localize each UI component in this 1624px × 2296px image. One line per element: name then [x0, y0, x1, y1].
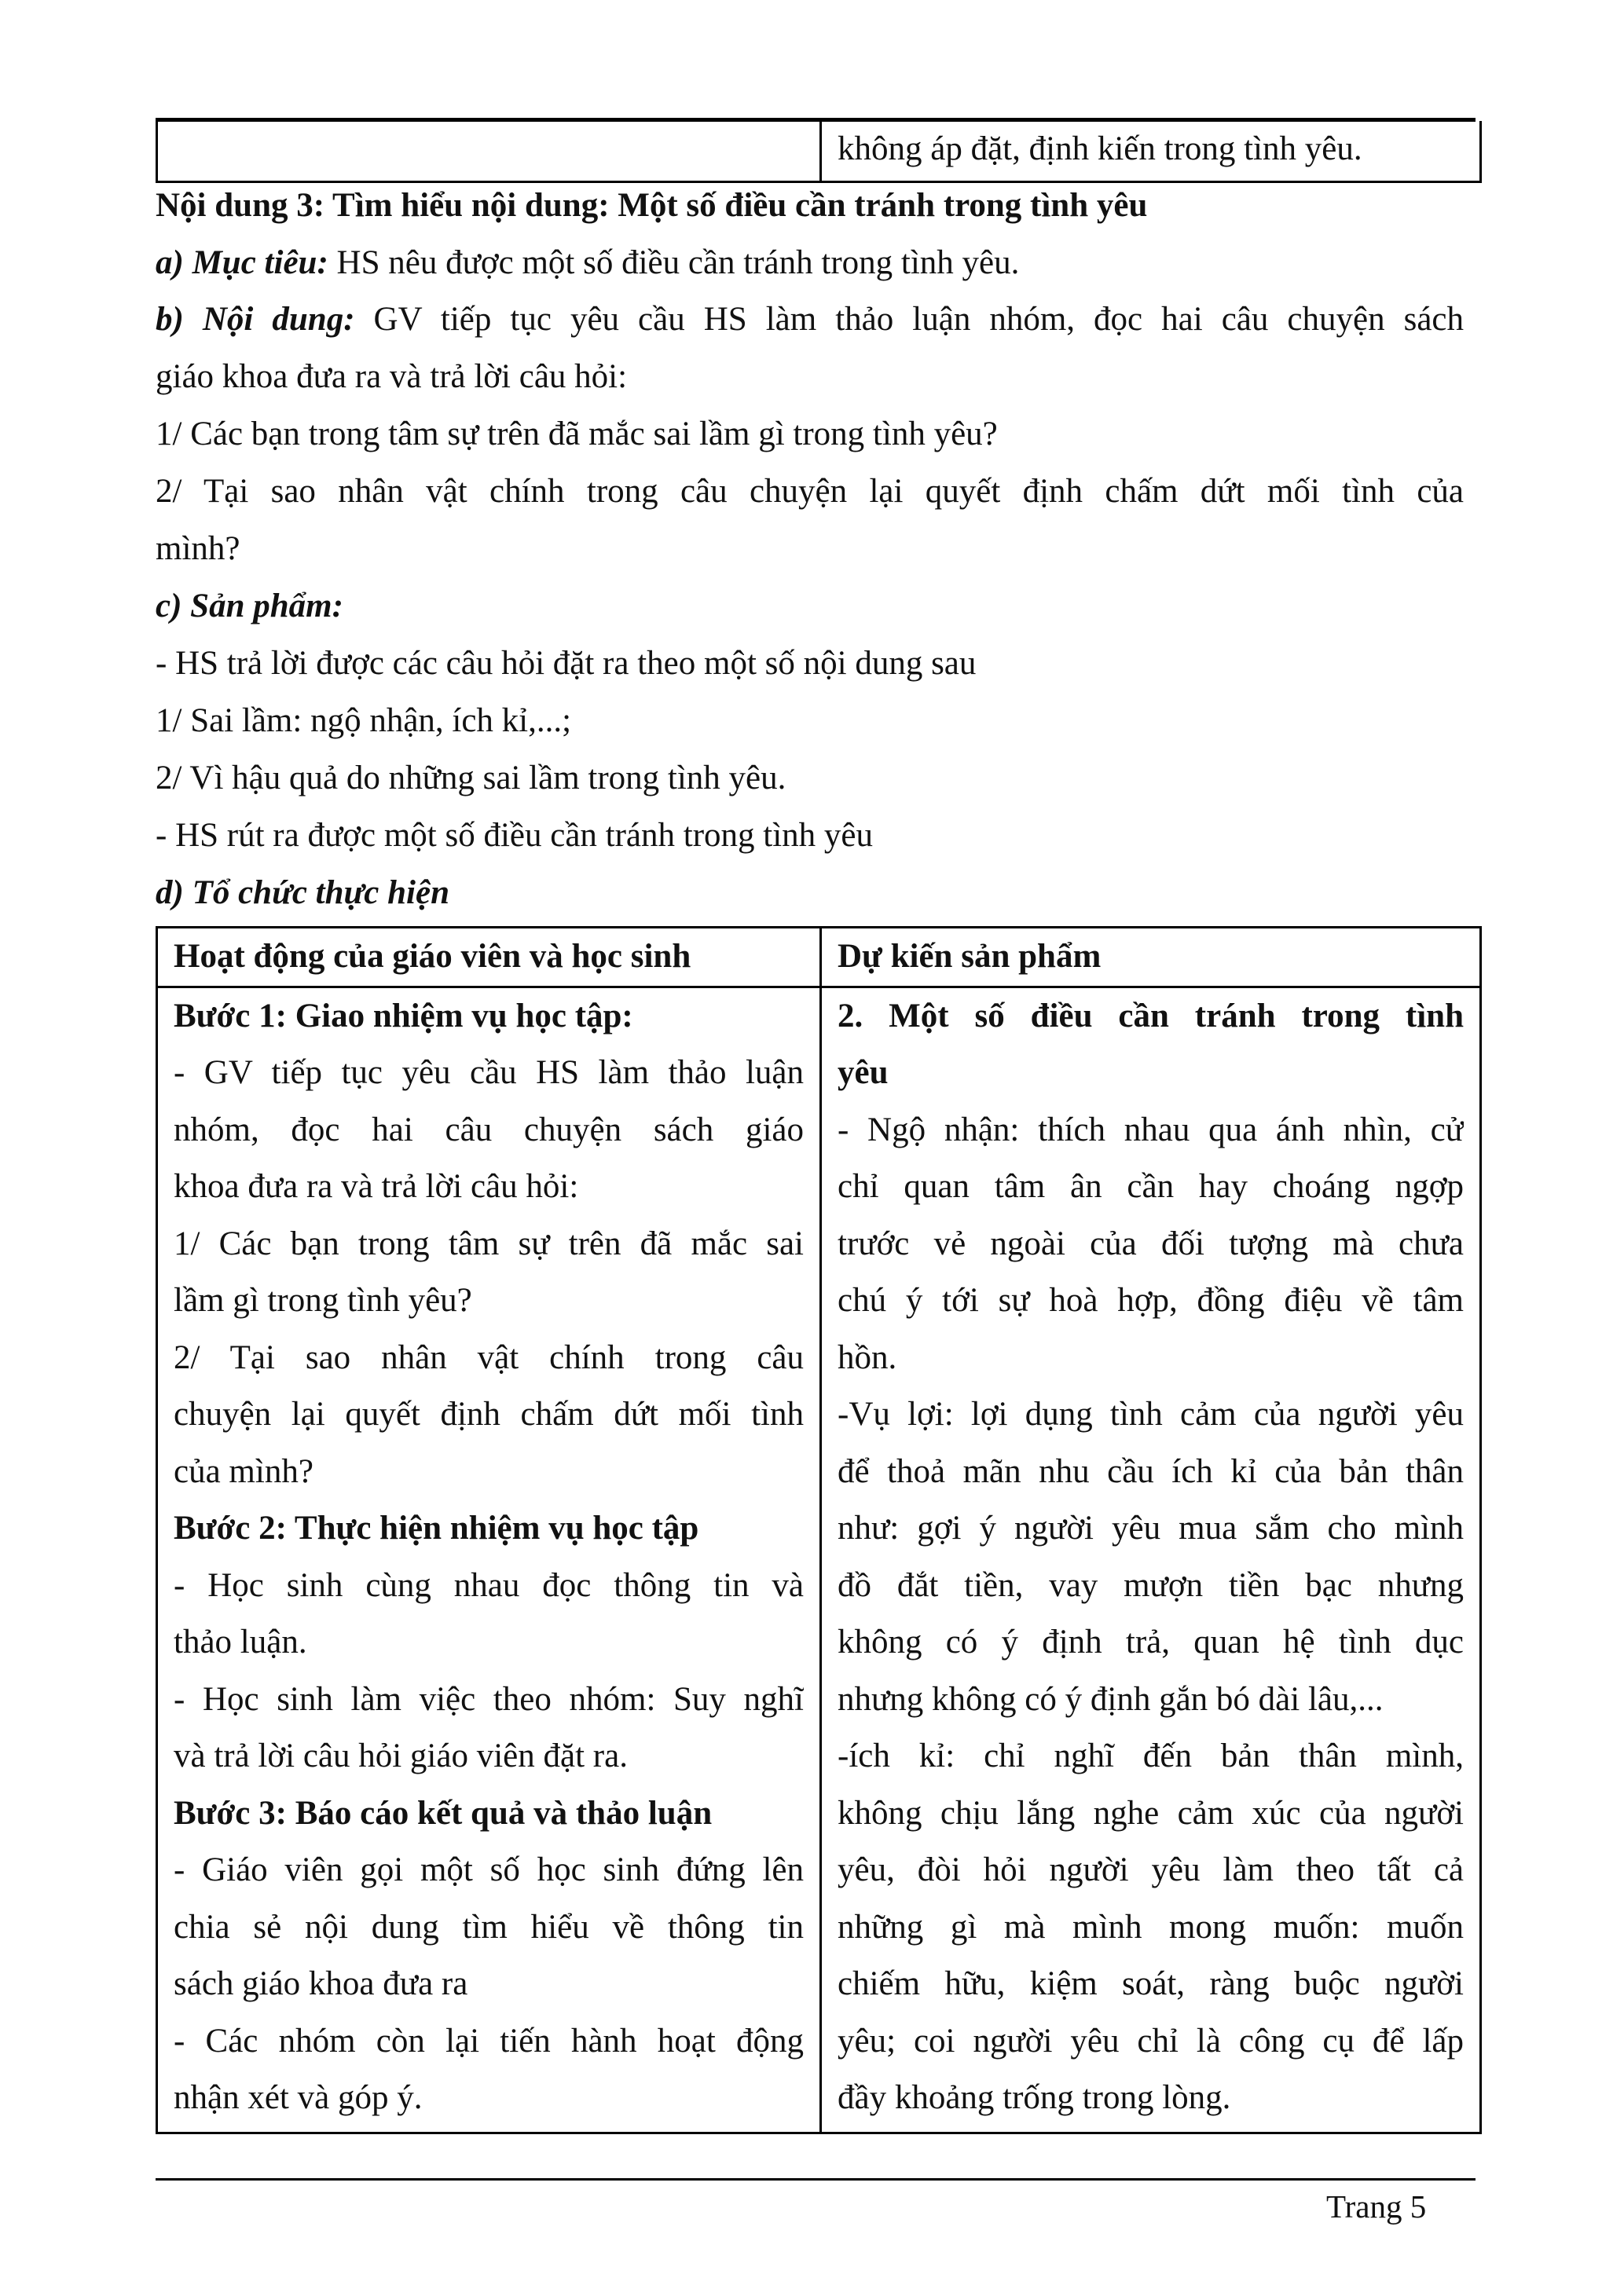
activity-line: chuyện lại quyết định chấm dứt mối tình — [174, 1396, 804, 1433]
question-2-line2: mình? — [156, 530, 240, 567]
product-line: 2/ Vì hậu quả do những sai lầm trong tình yêu. — [156, 760, 786, 796]
product-line: đầy khoảng trống trong lòng. — [838, 2079, 1231, 2116]
product-line: - HS rút ra được một số điều cần tránh trong tình yêu — [156, 817, 874, 854]
product-line: 2. Một số điều cần tránh trong tình — [838, 997, 1464, 1034]
content-text-line1: GV tiếp tục yêu cầu HS làm thảo luận nhóm, đọc hai câu chuyện sách — [354, 301, 1465, 338]
objective-paragraph — [156, 244, 1019, 282]
product-line: - Ngộ nhận: thích nhau qua ánh nhìn, cử — [838, 1111, 1464, 1148]
activity-line: - Các nhóm còn lại tiến hành hoạt động — [174, 2022, 804, 2060]
product-line: để thoả mãn nhu cầu ích kỉ của bản thân — [838, 1452, 1464, 1490]
product-line: không chịu lắng nghe cảm xúc của người — [838, 1794, 1464, 1832]
product-line: đồ đắt tiền, vay mượn tiền bạc nhưng — [838, 1566, 1464, 1604]
product-line: -ích kỉ: chỉ nghĩ đến bản thân mình, — [838, 1738, 1464, 1774]
activity-line: Bước 2: Thực hiện nhiệm vụ học tập — [174, 1510, 699, 1547]
activity-line: nhận xét và góp ý. — [174, 2079, 423, 2116]
activity-line: - GV tiếp tục yêu cầu HS làm thảo luận — [174, 1054, 804, 1091]
activity-table — [156, 926, 1482, 2134]
activity-line: chia sẻ nội dung tìm hiểu về thông tin — [174, 1908, 804, 1946]
product-line: không có ý định trả, quan hệ tình dục — [838, 1624, 1464, 1661]
top-right-text: không áp đặt, định kiến trong tình yêu. — [838, 130, 1362, 167]
product-line: yêu — [838, 1054, 889, 1091]
table-header-row — [157, 928, 1481, 987]
product-label: c) Sản phẩm: — [156, 588, 343, 624]
product-cell — [821, 987, 1481, 2133]
section-heading: Nội dung 3: Tìm hiểu nội dung: Một số điều cần tránh trong tình yêu — [156, 187, 1148, 224]
activity-line: - Giáo viên gọi một số học sinh đứng lên — [174, 1851, 804, 1888]
activity-line: sách giáo khoa đưa ra — [174, 1965, 468, 2002]
header-cell-product — [821, 928, 1481, 987]
product-line: nhưng không có ý định gắn bó dài lâu,... — [838, 1680, 1384, 1718]
top-left-cell — [157, 121, 821, 182]
objective-label: a) Mục tiêu: — [156, 244, 328, 281]
activity-cell — [157, 987, 821, 2133]
product-line: chiếm hữu, kiệm soát, ràng buộc người — [838, 1965, 1464, 2002]
content-paragraph-line1 — [156, 300, 1464, 339]
header-cell-activity — [157, 928, 821, 987]
activity-line: 2/ Tại sao nhân vật chính trong câu — [174, 1338, 804, 1376]
footer-rule — [156, 2178, 1476, 2181]
table-row — [157, 987, 1481, 2133]
top-right-cell — [821, 121, 1481, 182]
organize-label: d) Tổ chức thực hiện — [156, 874, 450, 911]
activity-line: của mình? — [174, 1452, 313, 1490]
header-activity-text: Hoạt động của giáo viên và học sinh — [174, 938, 691, 975]
question-2-line1: 2/ Tại sao nhân vật chính trong câu chuyện lại quyết định chấm dứt mối tình của — [156, 473, 1464, 510]
content-label: b) Nội dung: — [156, 301, 355, 338]
product-line: hồn. — [838, 1338, 897, 1376]
objective-text: HS nêu được một số điều cần tránh trong tình yêu. — [328, 244, 1020, 281]
activity-line: khoa đưa ra và trả lời câu hỏi: — [174, 1168, 579, 1205]
top-table — [156, 121, 1482, 183]
product-line: 1/ Sai lầm: ngộ nhận, ích kỉ,...; — [156, 702, 572, 739]
page-number: Trang 5 — [1326, 2188, 1427, 2225]
product-line: - HS trả lời được các câu hỏi đặt ra theo một số nội dung sau — [156, 645, 977, 682]
product-line: chú ý tới sự hoà hợp, đồng điệu về tâm — [838, 1282, 1464, 1319]
activity-line: - Học sinh làm việc theo nhóm: Suy nghĩ — [174, 1680, 804, 1718]
table-row — [157, 121, 1481, 182]
product-line: yêu; coi người yêu chỉ là công cụ để lấp — [838, 2022, 1464, 2060]
product-line: -Vụ lợi: lợi dụng tình cảm của người yêu — [838, 1396, 1464, 1433]
activity-line: thảo luận. — [174, 1624, 307, 1661]
activity-line: 1/ Các bạn trong tâm sự trên đã mắc sai — [174, 1225, 804, 1262]
activity-line: nhóm, đọc hai câu chuyện sách giáo — [174, 1111, 804, 1148]
product-line: những gì mà mình mong muốn: muốn — [838, 1908, 1464, 1946]
product-line: chỉ quan tâm ân cần hay choáng ngợp — [838, 1168, 1464, 1205]
activity-line: và trả lời câu hỏi giáo viên đặt ra. — [174, 1738, 628, 1774]
content-text-line2: giáo khoa đưa ra và trả lời câu hỏi: — [156, 358, 628, 395]
activity-line: Bước 1: Giao nhiệm vụ học tập: — [174, 997, 633, 1034]
activity-line: lầm gì trong tình yêu? — [174, 1282, 472, 1319]
product-line: trước vẻ ngoài của đối tượng mà chưa — [838, 1225, 1464, 1262]
header-product-text: Dự kiến sản phẩm — [838, 938, 1102, 975]
product-line: như: gợi ý người yêu mua sắm cho mình — [838, 1510, 1464, 1547]
activity-line: - Học sinh cùng nhau đọc thông tin và — [174, 1566, 804, 1604]
activity-line: Bước 3: Báo cáo kết quả và thảo luận — [174, 1794, 713, 1832]
product-line: yêu, đòi hỏi người yêu làm theo tất cả — [838, 1851, 1464, 1888]
question-1: 1/ Các bạn trong tâm sự trên đã mắc sai lầm gì trong tình yêu? — [156, 416, 998, 452]
